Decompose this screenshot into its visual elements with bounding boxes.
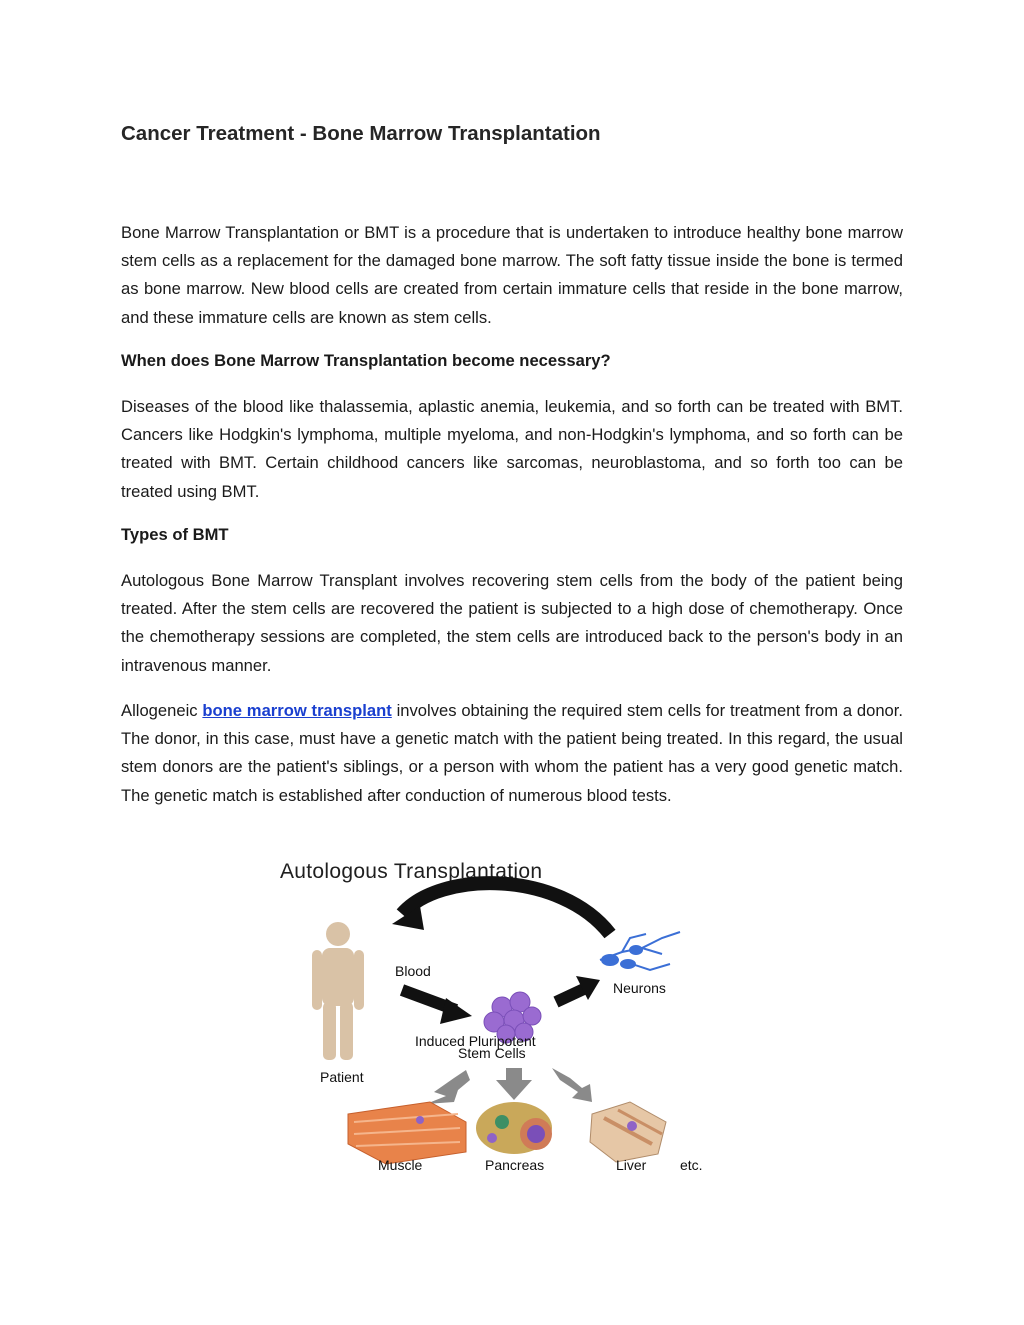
liver-illustration	[590, 1102, 666, 1162]
when-paragraph: Diseases of the blood like thalassemia, aplastic anemia, leukemia, and so forth can be treated with BMT. Cancers like Hodgkin's lymphoma, multiple myeloma, and non-Hodgkin's lymphoma, and so forth can be treated with BMT. Certain childhood cancers like sarcomas, neuroblastoma, and so forth too can be treated using BMT.	[121, 397, 903, 501]
allogeneic-paragraph	[121, 697, 903, 810]
ipsc-label-line1: Induced Pluripotent	[415, 1033, 536, 1049]
autologous-transplantation-figure	[270, 852, 740, 1182]
neuron-cell-3	[629, 945, 643, 955]
ipsc-to-neurons-arrow	[556, 988, 586, 1002]
return-curve-arrow	[402, 883, 610, 934]
muscle-illustration	[348, 1102, 466, 1164]
ipsc-label-line2: Stem Cells	[458, 1045, 526, 1061]
autologous-paragraph: Autologous Bone Marrow Transplant involves recovering stem cells from the body of the patient being treated. After the stem cells are recovered the patient is subjected to a high dose of chemotherapy. Once the chemotherapy sessions are completed, the stem cells are introduced back to the person's body in an intravenous manner.	[121, 571, 903, 675]
page-title: Cancer Treatment - Bone Marrow Transplantation	[121, 122, 601, 145]
blood-label: Blood	[395, 963, 431, 979]
pancreas-label: Pancreas	[485, 1157, 545, 1173]
pancreas-illustration	[476, 1102, 552, 1154]
types-heading: Types of BMT	[121, 525, 229, 544]
gray-arrow-left	[426, 1070, 470, 1104]
figure-svg	[270, 852, 740, 1182]
liver-label: Liver	[616, 1157, 647, 1173]
bone-marrow-transplant-link[interactable]: bone marrow transplant	[202, 701, 392, 720]
allogeneic-text-start: Allogeneic	[121, 701, 203, 720]
neurons-label: Neurons	[613, 980, 666, 996]
when-heading: When does Bone Marrow Transplantation become necessary?	[121, 351, 611, 370]
gray-arrow-right	[552, 1068, 592, 1102]
figure-title: Autologous Transplantation	[280, 860, 543, 883]
gray-arrow-center	[496, 1068, 532, 1100]
muscle-label: Muscle	[378, 1157, 423, 1173]
patient-silhouette	[312, 922, 364, 1060]
intro-paragraph: Bone Marrow Transplantation or BMT is a procedure that is undertaken to introduce healthy bone marrow stem cells as a replacement for the damaged bone marrow. The soft fatty tissue inside the bone is termed as bone marrow. New blood cells are created from certain immature cells that reside in the bone marrow, and these immature cells are known as stem cells.	[121, 223, 903, 327]
neuron-cell-2	[620, 959, 636, 969]
etc-label: etc.	[680, 1157, 703, 1173]
neuron-cell-1	[601, 954, 619, 966]
patient-label: Patient	[320, 1069, 364, 1085]
allogeneic-text-rest: involves obtaining the required stem cells for treatment from a donor. The donor, in this case, must have a genetic match with the patient being treated. In this regard, the usual stem donors are the patient's siblings, or a person with whom the patient has a very good genetic match. The genetic match is established after conduction of numerous blood tests.	[121, 701, 903, 805]
